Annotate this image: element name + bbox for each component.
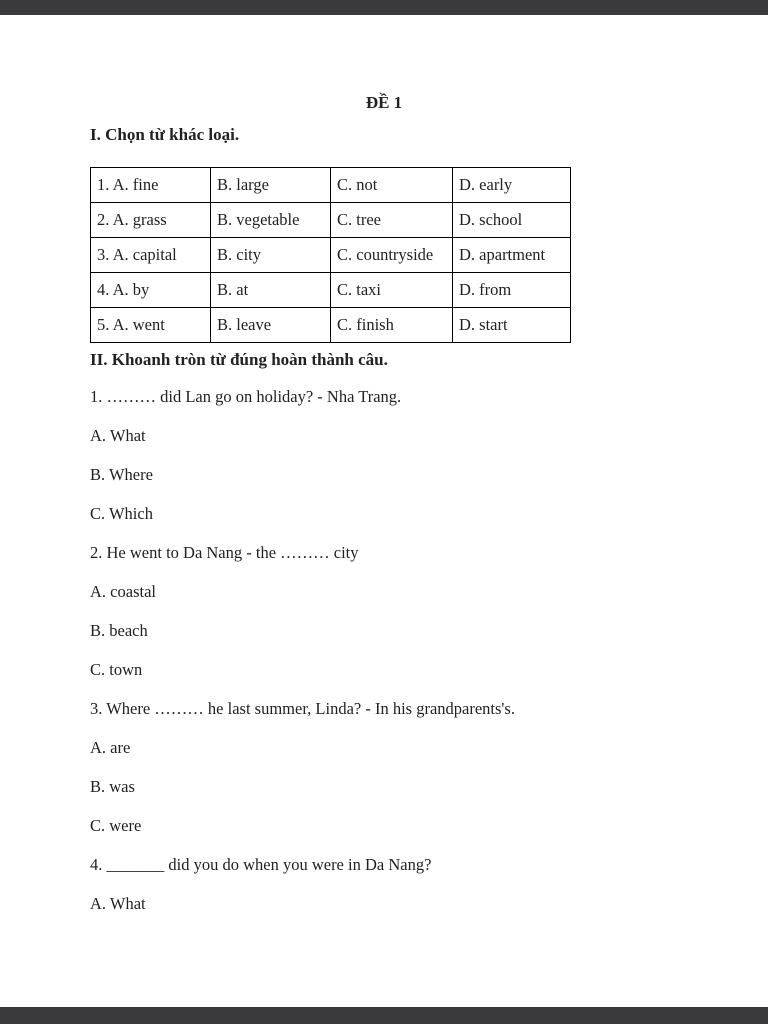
section-2-heading: II. Khoanh tròn từ đúng hoàn thành câu. (90, 350, 388, 369)
table-cell: D. school (453, 203, 571, 238)
page-title: ĐỀ 1 (365, 93, 403, 112)
table-cell: 4. A. by (91, 273, 211, 308)
answer-option: A. What (90, 426, 146, 445)
table-cell: D. early (453, 168, 571, 203)
table-cell: C. taxi (331, 273, 453, 308)
table-cell: B. leave (211, 308, 331, 343)
table-cell: B. at (211, 273, 331, 308)
table-cell: 2. A. grass (91, 203, 211, 238)
answer-option: B. was (90, 777, 135, 796)
answer-option: B. beach (90, 621, 148, 640)
question-prompt: 3. Where ……… he last summer, Linda? - In his grandparents's. (90, 699, 515, 718)
table-cell: C. finish (331, 308, 453, 343)
table-cell: B. city (211, 238, 331, 273)
table-row (91, 203, 571, 238)
table-cell: D. apartment (453, 238, 571, 273)
table-cell: D. from (453, 273, 571, 308)
table-cell: C. not (331, 168, 453, 203)
odd-one-out-table (90, 167, 571, 343)
table-cell: 1. A. fine (91, 168, 211, 203)
table-cell: B. vegetable (211, 203, 331, 238)
section-1-heading: I. Chọn từ khác loại. (90, 125, 240, 144)
document-page (0, 15, 768, 932)
answer-option: A. coastal (90, 582, 156, 601)
question-prompt: 1. ……… did Lan go on holiday? - Nha Trang. (90, 387, 402, 406)
table-cell: B. large (211, 168, 331, 203)
answer-option: A. are (90, 738, 131, 757)
answer-option: A. What (90, 894, 146, 913)
table-row (91, 273, 571, 308)
questions-block (90, 386, 678, 914)
question-prompt: 4. _______ did you do when you were in Da Nang? (90, 855, 432, 874)
table-cell: 3. A. capital (91, 238, 211, 273)
table-row (91, 238, 571, 273)
table-cell: 5. A. went (91, 308, 211, 343)
viewer-chrome-top-bar (0, 0, 768, 15)
answer-option: C. were (90, 816, 142, 835)
table-row (91, 168, 571, 203)
answer-option: B. Where (90, 465, 153, 484)
answer-option: C. town (90, 660, 143, 679)
table-row (91, 308, 571, 343)
table-cell: C. countryside (331, 238, 453, 273)
viewer-chrome-bottom-bar (0, 1007, 768, 1024)
table-cell: C. tree (331, 203, 453, 238)
question-prompt: 2. He went to Da Nang - the ……… city (90, 543, 359, 562)
table-cell: D. start (453, 308, 571, 343)
answer-option: C. Which (90, 504, 153, 523)
